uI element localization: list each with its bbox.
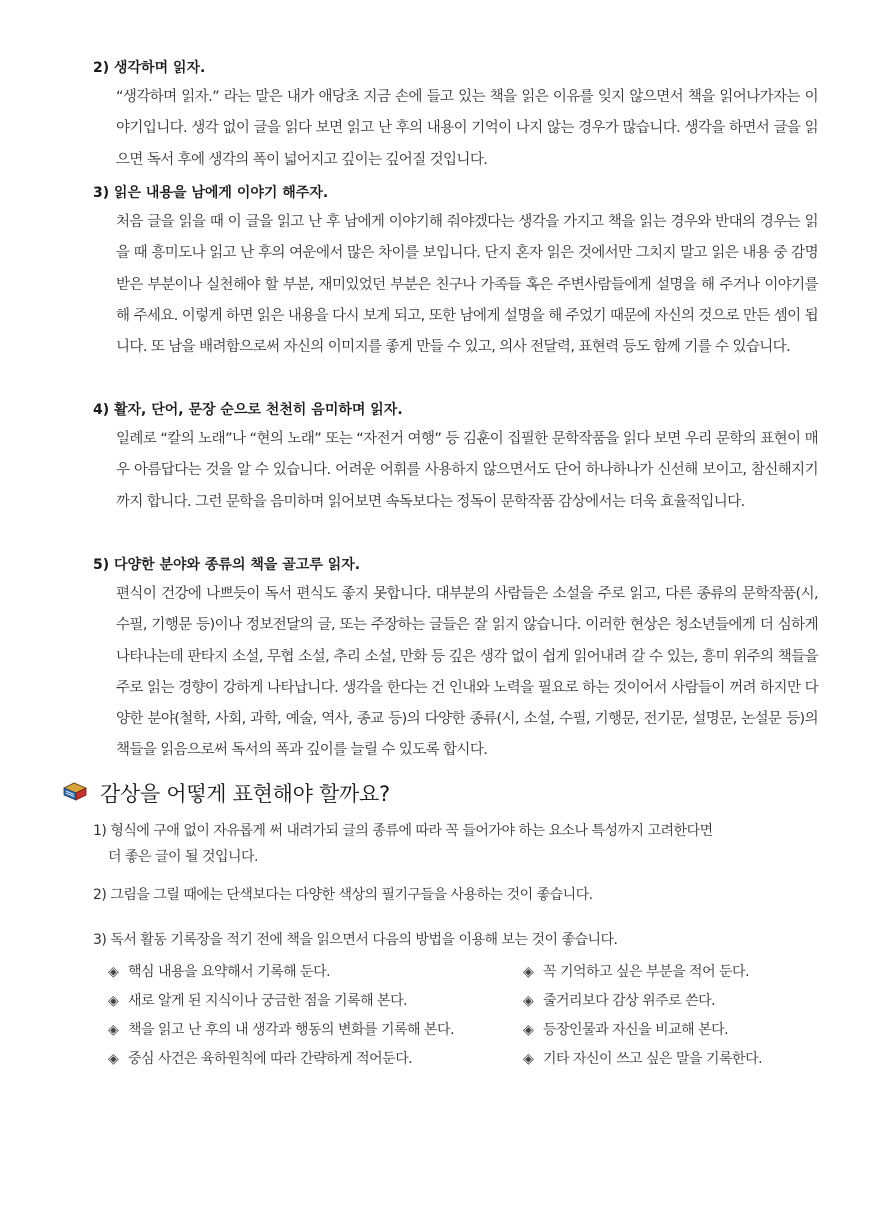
- list-item: ◈ 줄거리보다 감상 위주로 쓴다.: [523, 987, 823, 1016]
- method-list: [108, 958, 808, 1074]
- list-item: ◈ 등장인물과 자신을 비교해 본다.: [523, 1016, 823, 1045]
- section-heading: [62, 778, 390, 808]
- section-tell-others: [93, 183, 818, 363]
- section-think-while-reading: [93, 58, 818, 176]
- section-body: 편식이 건강에 나쁘듯이 독서 편식도 좋지 못합니다. 대부분의 사람들은 소설을 주로 읽고, 다른 종류의 문학작품(시, 수필, 기행문 등)이나 정보전달의 글, 또는 주장하는 글들은 잘 읽지 않습니다. 이러한 현상은 청소년들에게 더 심하게 나타나는데 판타지 소설, 무협 소설, 추리 소설, 만화 등 깊은 생각 없이 쉽게 읽어내려 갈 수 있는, 흥미 위주의 책들을 주로 읽는 경향이 강하게 나타납니다. 생각을 한다는 건 인내와 노력을 필요로 하는 것이어서 사람들이 꺼려 하지만 다양한 분야(철학, 사회, 과학, 예술, 역사, 종교 등)의 다양한 종류(시, 소설, 수필, 기행문, 전기문, 설명문, 논설문 등)의 책들을 읽음으로써 독서의 폭과 깊이를 늘릴 수 있도록 합시다.: [116, 586, 818, 759]
- section-diverse-books: [93, 555, 818, 767]
- diamond-bullet-icon: ◈: [108, 993, 119, 1009]
- diamond-bullet-icon: ◈: [523, 993, 534, 1009]
- list-item: ◈ 기타 자신이 쓰고 싶은 말을 기록한다.: [523, 1045, 823, 1074]
- diamond-bullet-icon: ◈: [108, 964, 119, 980]
- section-body: 일례로 “칼의 노래”나 “현의 노래” 또는 “자전거 여행” 등 김훈이 집필한 문학작품을 읽다 보면 우리 문학의 표현이 매우 아름답다는 것을 알 수 있습니다. 어려운 어휘를 사용하지 않으면서도 단어 하나하나가 신선해 보이고, 참신해지기까지 합니다. 그런 문학을 음미하며 읽어보면 속독보다는 정독이 문학작품 감상에서는 더욱 효율적입니다.: [116, 431, 818, 510]
- diamond-bullet-icon: ◈: [523, 1051, 534, 1067]
- section-title: 3) 읽은 내용을 남에게 이야기 해주자.: [93, 185, 329, 201]
- section-title: 2) 생각하며 읽자.: [93, 60, 206, 76]
- list-item: ◈ 책을 읽고 난 후의 내 생각과 행동의 변화를 기록해 본다.: [108, 1016, 523, 1045]
- diamond-bullet-icon: ◈: [523, 1022, 534, 1038]
- section-body: 처음 글을 읽을 때 이 글을 읽고 난 후 남에게 이야기해 줘야겠다는 생각을 가지고 책을 읽는 경우와 반대의 경우는 읽을 때 흥미도나 읽고 난 후의 여운에서 많은 차이를 보입니다. 단지 혼자 읽은 것에서만 그치지 말고 읽은 내용 중 감명 받은 부분이나 실천해야 할 부분, 재미있었던 부분은 친구나 가족들 혹은 주변사람들에게 설명을 해 주거나 이야기를 해 주세요. 이렇게 하면 읽은 내용을 다시 보게 되고, 또한 남에게 설명을 해 주었기 때문에 자신의 것으로 만든 셈이 됩니다. 또 남을 배려함으로써 자신의 이미지를 좋게 만들 수 있고, 의사 전달력, 표현력 등도 함께 기를 수 있습니다.: [116, 214, 818, 356]
- tip-item-1: 1) 형식에 구애 없이 자유롭게 써 내려가되 글의 종류에 따라 꼭 들어가야 하는 요소나 특성까지 고려한다면: [93, 823, 713, 839]
- tip-item-3: 3) 독서 활동 기록장을 적기 전에 책을 읽으면서 다음의 방법을 이용해 보는 것이 좋습니다.: [93, 932, 618, 948]
- diamond-bullet-icon: ◈: [108, 1022, 119, 1038]
- list-item: ◈ 핵심 내용을 요약해서 기록해 둔다.: [108, 958, 523, 987]
- diamond-bullet-icon: ◈: [108, 1051, 119, 1067]
- list-item: ◈ 중심 사건은 육하원칙에 따라 간략하게 적어둔다.: [108, 1045, 523, 1074]
- section-body: “생각하며 읽자.” 라는 말은 내가 애당초 지금 손에 들고 있는 책을 읽은 이유를 잊지 않으면서 책을 읽어나가자는 이야기입니다. 생각 없이 글을 읽다 보면 읽고 난 후의 내용이 기억이 나지 않는 경우가 많습니다. 생각을 하면서 글을 읽으면 독서 후에 생각의 폭이 넓어지고 깊이는 깊어질 것입니다.: [116, 89, 818, 168]
- section-title: 4) 활자, 단어, 문장 순으로 천천히 음미하며 읽자.: [93, 402, 403, 418]
- book-stack-icon: [62, 780, 88, 806]
- list-item: ◈ 새로 알게 된 지식이나 궁금한 점을 기록해 본다.: [108, 987, 523, 1016]
- section-title: 5) 다양한 분야와 종류의 책을 골고루 읽자.: [93, 557, 361, 573]
- heading-text: 감상을 어떻게 표현해야 할까요?: [100, 782, 390, 806]
- diamond-bullet-icon: ◈: [523, 964, 534, 980]
- section-savor-slowly: [93, 400, 818, 518]
- list-item: ◈ 꼭 기억하고 싶은 부분을 적어 둔다.: [523, 958, 823, 987]
- tip-item-1-continued: 더 좋은 글이 될 것입니다.: [108, 849, 258, 865]
- tip-item-2: 2) 그림을 그릴 때에는 단색보다는 다양한 색상의 필기구들을 사용하는 것이 좋습니다.: [93, 887, 593, 903]
